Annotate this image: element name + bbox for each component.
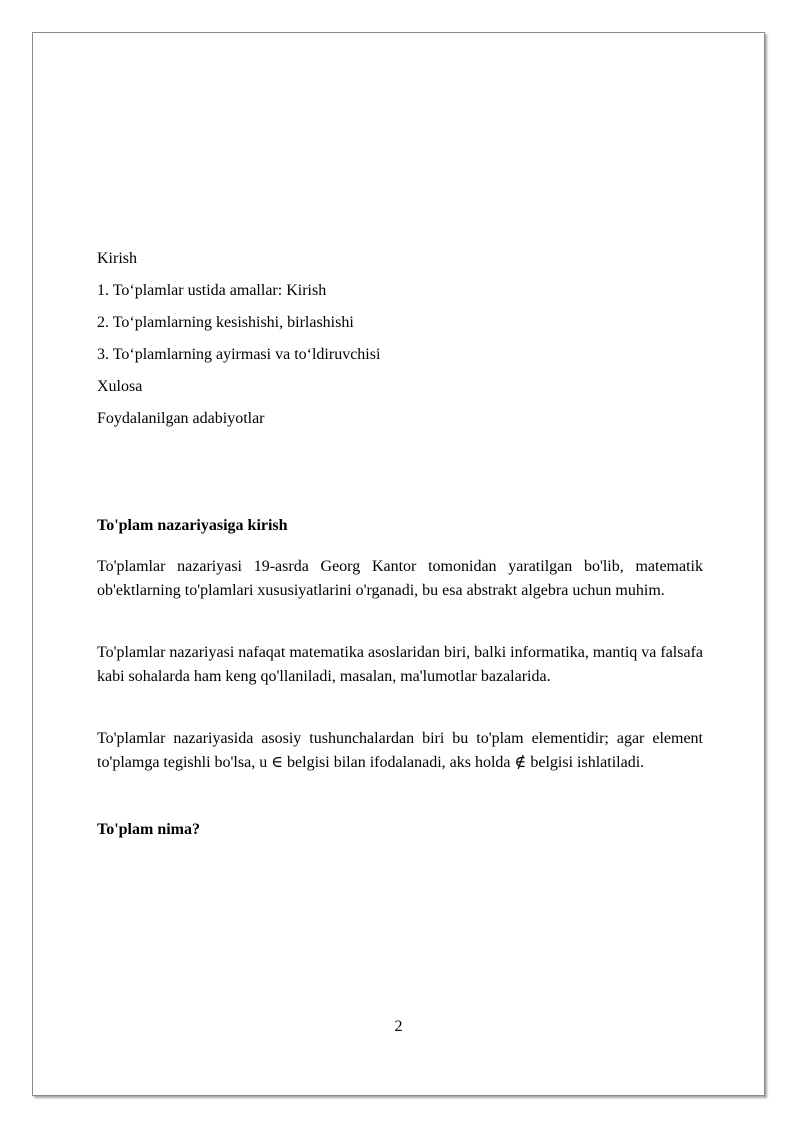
- toc-item-3: 3. To‘plamlarning ayirmasi va to‘ldiruvchisi: [97, 346, 381, 363]
- paragraph: To'plamlar nazariyasida asosiy tushunchalardan biri bu to'plam elementidir; agar element to'plamga tegishli bo'lsa, u ∈ belgisi bilan ifodalanadi, aks holda ∉ belgisi ishlatiladi.: [97, 730, 703, 771]
- toc-item-kirish: Kirish: [97, 250, 137, 267]
- toc-item-adabiyotlar: Foydalanilgan adabiyotlar: [97, 410, 265, 427]
- page-content: [97, 243, 703, 841]
- table-of-contents: [97, 243, 703, 435]
- page-number: 2: [394, 1018, 403, 1035]
- document-page: [32, 32, 765, 1096]
- section-heading-what: To'plam nima?: [97, 821, 200, 838]
- toc-item-xulosa: Xulosa: [97, 378, 143, 395]
- paragraph: To'plamlar nazariyasi nafaqat matematika asoslaridan biri, balki informatika, mantiq va falsafa kabi sohalarda ham keng qo'llaniladi, masalan, ma'lumotlar bazalarida.: [97, 644, 703, 685]
- section-heading-intro: To'plam nazariyasiga kirish: [97, 517, 288, 534]
- toc-item-1: 1. To‘plamlar ustida amallar: Kirish: [97, 282, 327, 299]
- paragraph: To'plamlar nazariyasi 19-asrda Georg Kantor tomonidan yaratilgan bo'lib, matematik ob'ektlarning to'plamlari xususiyatlarini o'rganadi, bu esa abstrakt algebra uchun muhim.: [97, 558, 703, 599]
- toc-item-2: 2. To‘plamlarning kesishishi, birlashishi: [97, 314, 354, 331]
